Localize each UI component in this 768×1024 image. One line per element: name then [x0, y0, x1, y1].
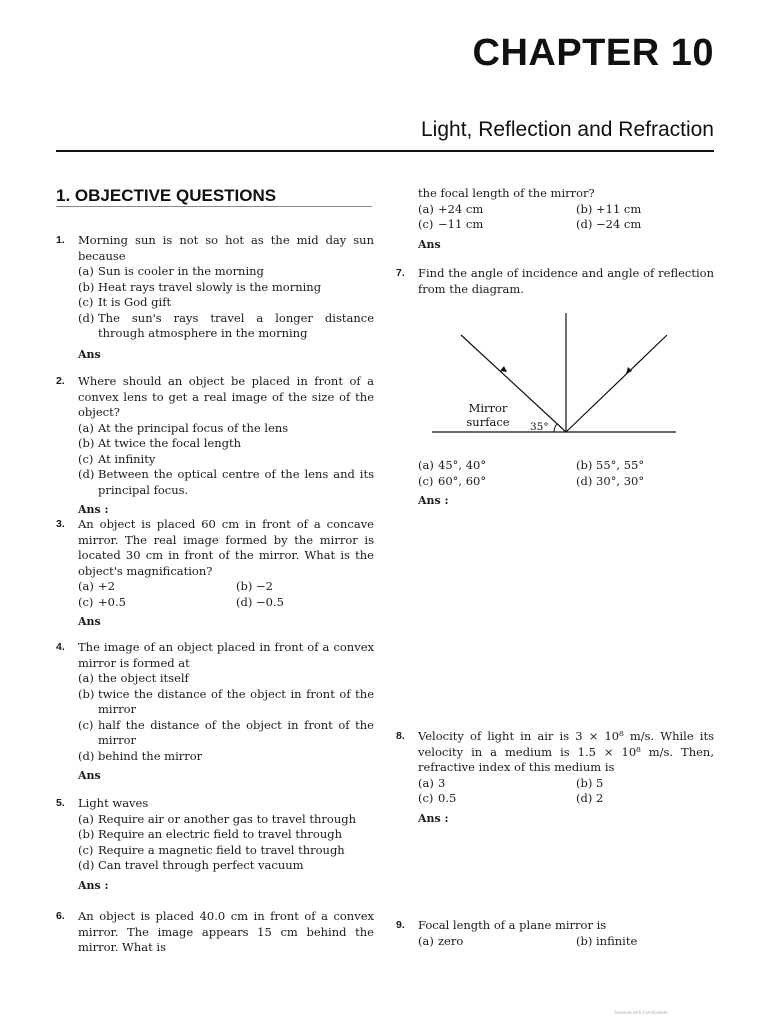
question-number: 9. [396, 919, 405, 931]
answer-label: Ans : [418, 494, 449, 507]
question-number: 3. [56, 518, 65, 530]
section-divider [56, 206, 372, 207]
option-row [418, 202, 714, 218]
question-7 [396, 266, 714, 297]
question-6 [56, 909, 374, 956]
option-row [418, 934, 714, 950]
angle-arc [554, 424, 558, 433]
question-number: 5. [56, 797, 65, 809]
question-number: 8. [396, 730, 405, 742]
option-b: (b) Require an electric field to travel through [78, 827, 343, 841]
option-b: (b) 5 [576, 775, 604, 790]
reflected-arrow-icon [626, 367, 632, 374]
question-1 [56, 233, 374, 362]
option-d: (d) The sun's rays travel a longer distance through atmosphere in the morning [78, 310, 374, 340]
question-text: The image of an object placed in front of a convex mirror is formed at [78, 640, 374, 670]
option-d: (d) −0.5 [236, 594, 284, 609]
question-5 [56, 796, 374, 893]
question-text: Focal length of a plane mirror is [418, 918, 607, 932]
option-a: (a) +24 cm [418, 201, 484, 216]
option-row [418, 458, 714, 474]
option-a: (a) Sun is cooler in the morning [78, 264, 264, 278]
question-4 [56, 640, 374, 784]
option-b: (b) infinite [576, 933, 638, 948]
question-number: 4. [56, 641, 65, 653]
question-number: 2. [56, 375, 65, 387]
question-number: 1. [56, 234, 65, 246]
chapter-subtitle: Light, Reflection and Refraction [420, 118, 714, 141]
option-d: (d) −24 cm [576, 217, 642, 231]
question-text-continued: the focal length of the mirror? [418, 186, 595, 200]
option-c: (c) At infinity [78, 451, 156, 466]
option-a: (a) 45°, 40° [418, 458, 487, 472]
option-b: (b) At twice the focal length [78, 436, 242, 450]
chapter-title: CHAPTER 10 [472, 32, 714, 74]
option-c: (c) +0.5 [78, 594, 126, 609]
option-row [418, 474, 714, 490]
question-text: Find the angle of incidence and angle of reflection from the diagram. [418, 266, 714, 296]
question-number: 6. [56, 910, 65, 922]
option-c: (c) It is God gift [78, 295, 172, 309]
answer-label: Ans : [418, 811, 449, 825]
option-b: (b) +11 cm [576, 201, 642, 216]
question-7-options [396, 458, 714, 509]
question-9 [396, 918, 714, 949]
question-text: Velocity of light in air is 3 × 10⁸ m/s. While its velocity in a medium is 1.5 × 10⁸ m/s. Then, refractive index of this medium is [418, 729, 714, 774]
option-a: (a) zero [418, 933, 464, 948]
question-2 [56, 374, 374, 518]
answer-label: Ans [418, 237, 441, 251]
option-a: (a) Require air or another gas to travel through [78, 811, 357, 826]
answer-label: Ans [78, 769, 101, 782]
option-a: (a) +2 [78, 579, 115, 593]
option-row [418, 217, 714, 233]
option-row [78, 579, 374, 595]
answer-label: Ans [78, 347, 101, 361]
option-a: (a) At the principal focus of the lens [78, 420, 289, 435]
option-b: (b) 55°, 55° [576, 458, 645, 472]
answer-label: Ans : [78, 503, 109, 516]
question-text: Light waves [78, 796, 149, 810]
mirror-label-line2: surface [466, 415, 510, 429]
option-c: (c) half the distance of the object in front of the mirror [78, 717, 374, 747]
question-text: An object is placed 40.0 cm in front of a convex mirror. The image appears 15 cm behind the mirror. What is [78, 909, 374, 954]
option-c: (c) 0.5 [418, 791, 457, 805]
option-b: (b) twice the distance of the object in front of the mirror [78, 686, 374, 716]
answer-label: Ans : [78, 878, 109, 892]
option-d: (d) 2 [576, 791, 604, 805]
reflection-diagram [418, 305, 680, 437]
angle-label: 35° [530, 421, 549, 433]
question-8 [396, 729, 714, 826]
scanner-watermark: Scanned with CamScanner [614, 1010, 668, 1015]
option-row [418, 791, 714, 807]
question-3 [56, 517, 374, 630]
question-text: Where should an object be placed in front of a convex lens to get a real image of the size of the object? [78, 374, 374, 419]
option-row [78, 595, 374, 611]
option-d: (d) 30°, 30° [576, 473, 645, 488]
option-c: (c) 60°, 60° [418, 473, 487, 488]
question-6-continued [396, 186, 714, 252]
option-b: (b) Heat rays travel slowly is the morning [78, 279, 322, 294]
section-heading: 1. OBJECTIVE QUESTIONS [56, 186, 277, 205]
question-text: An object is placed 60 cm in front of a concave mirror. The real image formed by the mirror is located 30 cm in front of the mirror. What is the object's magnification? [78, 517, 374, 578]
question-text: Morning sun is not so hot as the mid day sun because [78, 233, 374, 263]
mirror-label-line1: Mirror [468, 401, 508, 415]
option-b: (b) −2 [236, 579, 273, 593]
question-number: 7. [396, 267, 405, 279]
answer-label: Ans [78, 615, 101, 628]
incident-arrow-icon [500, 366, 507, 372]
option-row [418, 776, 714, 792]
option-d: (d) Can travel through perfect vacuum [78, 858, 304, 872]
option-d: (d) behind the mirror [78, 748, 203, 763]
header-divider [56, 150, 714, 152]
option-d: (d) Between the optical centre of the lens and its principal focus. [78, 467, 374, 497]
option-c: (c) −11 cm [418, 217, 484, 231]
option-a: (a) 3 [418, 775, 446, 790]
reflected-ray [566, 335, 667, 432]
option-a: (a) the object itself [78, 671, 189, 685]
option-c: (c) Require a magnetic field to travel through [78, 842, 345, 857]
